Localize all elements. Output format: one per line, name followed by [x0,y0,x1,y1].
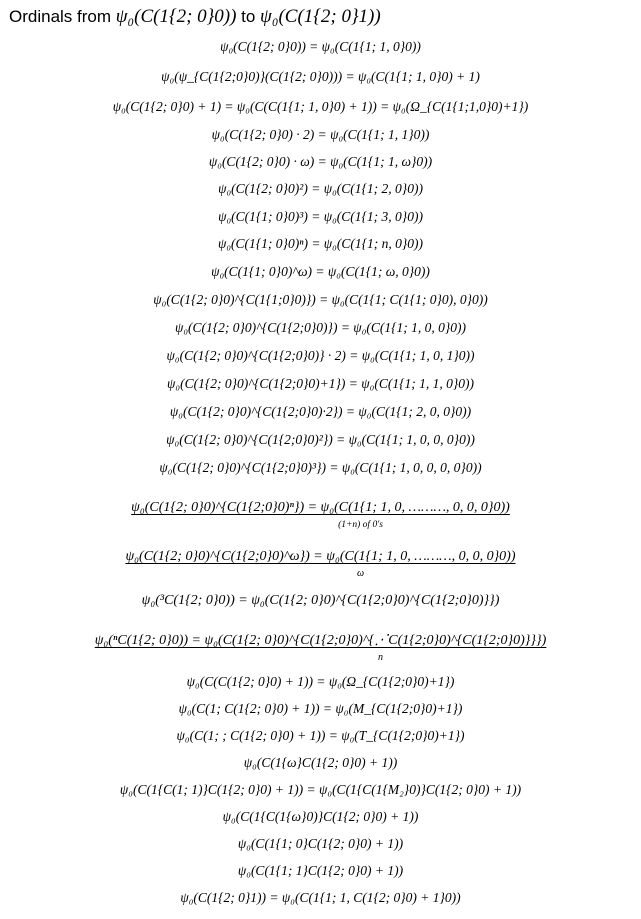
equation-row: ψ₀(C(1; C(1{2; 0}0) + 1)) = ψ₀(M_{C(1{2;0}0)+1}) [178,701,463,716]
equation-row: ψ₀(³C(1{2; 0}0)) = ψ₀(C(1{2; 0}0)^{C(1{2;0}0)^{C(1{2;0}0)}}) [141,593,500,608]
title-prefix: Ordinals from [9,7,116,26]
underbrace-label: (1+n) of 0's [338,520,383,530]
equation-row: ψ₀(C(1{2; 0}0)) = ψ₀(C(1{1; 1, 0}0)) [220,39,421,54]
equation-row: ψ₀(C(1{2; 0}0)^{C(1{2;0}0)+1}) = ψ₀(C(1{1; 1, 1, 0}0)) [167,376,474,391]
equation-row: ψ₀(C(1{2; 0}0)^{C(1{2;0}0)³}) = ψ₀(C(1{1; 1, 0, 0, 0, 0}0)) [159,460,482,475]
equation-text: ψ₀(C(1{2; 0}0)^{C(1{2;0}0)ⁿ}) = ψ₀(C(1{1; 1, 0, ………, 0, 0, 0}0)) [131,500,510,515]
equation-row: ψ₀(C(C(1{2; 0}0) + 1)) = ψ₀(Ω_{C(1{2;0}0)+1}) [186,674,455,689]
equation-row: ψ₀(C(1{2; 0}0) + 1) = ψ₀(C(C(1{1; 1, 0}0) + 1)) = ψ₀(Ω_{C(1{1;1,0}0)+1}) [112,99,529,114]
equation-row-underbrace [0,632,641,650]
equation-row: ψ₀(C(1{C(1; 1)}C(1{2; 0}0) + 1)) = ψ₀(C(1{C(1{M₂}0)}C(1{2; 0}0) + 1)) [119,782,522,797]
document-title [9,6,381,28]
equation-row-underbrace [0,499,641,517]
title-to-expression: ψ₀(C(1{2; 0}1)) [260,6,381,27]
equation-row: ψ₀(C(1{ω}C(1{2; 0}0) + 1)) [243,755,398,770]
equation-row: ψ₀(C(1{2; 0}1)) = ψ₀(C(1{1; 1, C(1{2; 0}0) + 1}0)) [180,890,461,905]
underbrace-label: n [378,652,383,663]
equation-row: ψ₀(C(1{2; 0}0)^{C(1{2;0}0)²}) = ψ₀(C(1{1; 1, 0, 0, 0}0)) [166,432,475,447]
title-middle: to [236,7,261,26]
underbrace-label: ω [356,568,365,579]
equation-row: ψ₀(C(1{1; 0}0)ⁿ) = ψ₀(C(1{1; n, 0}0)) [217,236,424,251]
equation-row-underbrace [0,548,641,566]
equation-text: ψ₀(C(1{2; 0}0)^{C(1{2;0}0)^ω}) = ψ₀(C(1{1; 1, 0, ………, 0, 0, 0}0)) [125,549,516,564]
equation-row: ψ₀(ψ_{C(1{2;0}0)}(C(1{2; 0}0))) = ψ₀(C(1{1; 1, 0}0) + 1) [161,69,480,84]
equation-row: ψ₀(C(1{1; 0}C(1{2; 0}0) + 1)) [237,836,404,851]
equation-text: ψ₀(ⁿC(1{2; 0}0)) = ψ₀(C(1{2; 0}0)^{C(1{2;0}0)^{⋰C(1{2;0}0)^{C(1{2;0}0)}}}) [94,633,547,648]
equation-row: ψ₀(C(1; ; C(1{2; 0}0) + 1)) = ψ₀(T_{C(1{2;0}0)+1}) [176,728,465,743]
equation-row: ψ₀(C(1{2; 0}0)^{C(1{2;0}0)·2}) = ψ₀(C(1{1; 2, 0, 0}0)) [169,404,472,419]
equation-row: ψ₀(C(1{1; 0}0)³) = ψ₀(C(1{1; 3, 0}0)) [218,209,423,224]
equation-row: ψ₀(C(1{1; 0}0)^ω) = ψ₀(C(1{1; ω, 0}0)) [211,264,430,279]
equation-row: ψ₀(C(1{2; 0}0)^{C(1{2;0}0)} · 2) = ψ₀(C(1{1; 1, 0, 1}0)) [166,348,475,363]
equation-row: ψ₀(C(1{C(1{ω}0)}C(1{2; 0}0) + 1)) [222,809,419,824]
equation-row: ψ₀(C(1{2; 0}0) · ω) = ψ₀(C(1{1; 1, ω}0)) [208,154,433,169]
title-from-expression: ψ₀(C(1{2; 0}0)) [115,6,237,27]
equation-row: ψ₀(C(1{2; 0}0)²) = ψ₀(C(1{1; 2, 0}0)) [218,181,423,196]
equation-row: ψ₀(C(1{2; 0}0)^{C(1{1;0}0)}) = ψ₀(C(1{1; C(1{1; 0}0), 0}0)) [153,292,488,307]
equation-row: ψ₀(C(1{2; 0}0)^{C(1{2;0}0)}) = ψ₀(C(1{1; 1, 0, 0}0)) [174,320,467,335]
equation-row: ψ₀(C(1{1; 1}C(1{2; 0}0) + 1)) [237,863,404,878]
equation-row: ψ₀(C(1{2; 0}0) · 2) = ψ₀(C(1{1; 1, 1}0)) [211,127,430,142]
